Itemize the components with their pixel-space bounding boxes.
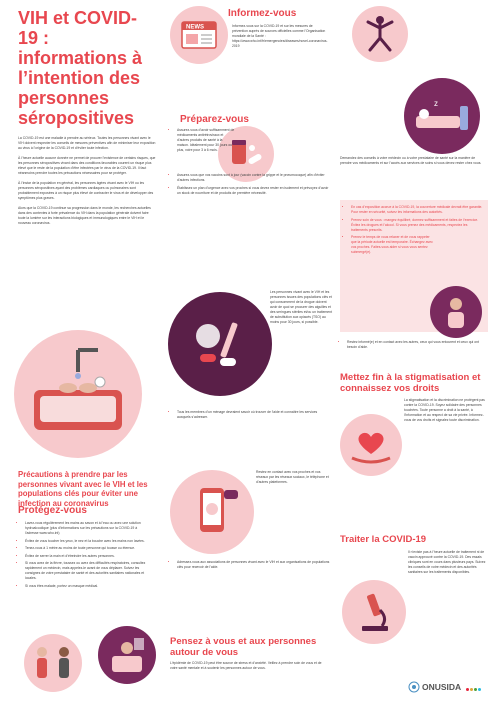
traiter-heading: Traiter la COVID-19 xyxy=(340,534,427,545)
microscope-icon xyxy=(342,580,406,644)
un-emblem-icon xyxy=(408,681,420,693)
handwashing-illustration xyxy=(14,330,142,458)
preparez-heading: Préparez-vous xyxy=(180,114,249,125)
list-item: • Tous les membres d’un ménage devraient savoir où trouver de l’aide et connaître les services auxquels s’adresser. xyxy=(177,410,330,420)
traiter-text: Il n’existe pas à l’heure actuelle de traitement ni de vaccin approuvé contre la COVID-19. Des essais cliniques sont en cours dans plusieurs pays. Suivez les conseils de votre médecin et des autorités sanitaires sur les traitements disponibles. xyxy=(408,550,486,574)
intro-paragraph: À l’heure actuelle aucune donnée ne permet de prouver l’existence de certains risques, que les personnes séropositives vivant dans des conditions favorables courent un risque plus élevé que le reste de la population d’être infectées par le virus de la COVID-19. Il faut néanmoins prendre toutes les précautions nécessaires pour se protéger. xyxy=(18,156,156,175)
preparez-item-text: Les personnes vivant avec le VIH et les personnes issues des populations clés et qui consomment de la drogue doivent avoir de quoi se procurer des aiguilles et des seringues stériles et/ou un traitement de substitution aux opiacés (TSO) au moins pour 30 jours, si possible. xyxy=(270,290,333,324)
stigma-block xyxy=(340,372,488,394)
list-item: • Tenez-vous à 1 mètre au moins de toute personne qui tousse ou éternue. xyxy=(25,546,150,551)
handwashing-icon xyxy=(14,330,142,458)
protegez-heading: Protégez-vous xyxy=(18,505,87,516)
preparez-list-lower-4 xyxy=(170,560,330,573)
stigma-heading: Mettez fin à la stigmatisation et connaissez vos droits xyxy=(340,372,481,394)
intro-paragraph: À l’instar de la population en général, les personnes âgées vivant avec le VIH ou les personnes séropositives ayant des problèmes cardiaques ou pulmonaires sont probablement exposées à un risque plus élevé de contracter le virus et de développer des symptômes plus graves. xyxy=(18,181,154,200)
chat-phone-icon xyxy=(170,470,254,554)
traiter-block xyxy=(340,534,488,545)
recommendations-list xyxy=(344,205,483,255)
list-item: • Si vous avez de la fièvre, toussez ou avez des difficultés respiratoires, consultez rapidement un médecin, mais appelez-le avant de vous déplacer. Suivez les consignes de votre prestataire de santé et des autorités sanitaires nationales et locales. xyxy=(25,561,150,581)
right-top-block xyxy=(340,156,486,166)
preparez-list-lower-3 xyxy=(256,470,332,485)
newspaper-icon xyxy=(170,6,228,64)
page-title: VIH et COVID-19 : informations à l’intention des personnes séropositives xyxy=(18,8,143,128)
preparez-list-lower xyxy=(270,290,332,325)
preparez-list xyxy=(170,128,330,196)
preparez-item-text: Restez en contact avec vos proches et vos réseaux par les réseaux sociaux, le téléphone et d’autres plateformes. xyxy=(256,470,329,484)
right-top-text: Demandez des conseils à votre médecin ou à votre prestataire de santé sur la manière de prendre vos médicaments et sur l’accès aux services de soins si vous devez rester chez vous. xyxy=(340,156,482,165)
heart-hands-illustration xyxy=(340,414,402,476)
sleep-illustration xyxy=(404,78,480,154)
svg-text:z: z xyxy=(434,99,438,108)
list-item: • Assurez-vous d’avoir suffisamment de médicaments antirétroviraux et d’autres produits de santé à la maison. Idéalement pour 30 jours ou plus, voire pour 3 à 6 mois. xyxy=(177,128,235,153)
phone-illustration xyxy=(170,470,254,554)
preparez-list-lower-2 xyxy=(170,410,330,423)
exercise-illustration xyxy=(352,6,408,62)
list-item: • Adressez-vous aux associations de personnes vivant avec le VIH et aux organisations de populations clés pour recevoir de l’aide. xyxy=(177,560,330,570)
list-item: • Restez informé(e) et en contact avec les autres, ceux qui vous entourent et ceux qui ont besoin d’aide. xyxy=(347,340,486,350)
informez-text: Informez-vous sur la COVID-19 et sur les mesures de prévention auprès de sources officielles comme l’Organisation mondiale de la Santé : https://www.who.int/fr/emergencies/diseases/novel-coronavirus-2019 xyxy=(232,24,328,48)
list-item: • En cas d’exposition accrue à la COVID-19, la couverture médicale devrait être garantie. Pour rester en sécurité, suivez les informations des autorités. xyxy=(351,205,483,215)
stigma-text-block xyxy=(404,398,488,423)
intro-paragraph: La COVID-19 est une maladie à prendre au sérieux. Toutes les personnes vivant avec le VIH doivent respecter les conseils de mesures préventives afin de minimiser leur exposition au virus à l’origine de la COVID-19 et d’éviter toute infection. xyxy=(18,136,156,150)
list-item: • Si vous êtes malade, portez un masque médical. xyxy=(25,584,150,589)
left-column xyxy=(18,0,156,231)
microscope-illustration xyxy=(342,580,406,644)
list-item: • Assurez-vous que vos vaccins sont à jour (vaccin contre la grippe et le pneumocoque) afin d’éviter d’autres infections. xyxy=(177,173,330,183)
svg-text:NEWS: NEWS xyxy=(186,24,204,31)
informez-block xyxy=(228,8,328,49)
pensez-heading: Pensez à vous et aux personnes autour de vous xyxy=(170,636,317,658)
medicine-syringe-icon xyxy=(168,292,272,396)
greeting-illustration xyxy=(24,634,82,692)
sleep-bed-icon xyxy=(404,78,480,154)
list-item: • Évitez de vous toucher les yeux, le nez et la bouche avec les mains non lavées. xyxy=(25,539,150,544)
news-illustration xyxy=(170,6,228,64)
logo-text: ONUSIDA xyxy=(422,682,462,692)
elbow-greeting-icon xyxy=(24,634,82,692)
list-item: • Évitez de serrer la main et d’étreindre les autres personnes. xyxy=(25,554,150,559)
right-bottom-item-block xyxy=(340,340,486,353)
sdg-color-dots xyxy=(465,678,481,696)
preparez-list-2 xyxy=(170,410,330,420)
pensez-block xyxy=(170,636,330,671)
list-item: • Établissez un plan d’urgence avec vos proches si vous devez rester en isolement et prévoyez d’avoir un stock de nourriture et de produits de première nécessité. xyxy=(177,186,330,196)
protegez-list xyxy=(18,521,150,589)
exercise-person-icon xyxy=(352,6,408,62)
stay-home-illustration xyxy=(98,626,156,684)
preparez-list-3 xyxy=(170,560,330,570)
list-item: • Prenez le temps de vous relaxer et de vous rappeler que la période actuelle est temporaire. Échangez avec vos proches. Faites-vous aider si vous vous sentez submergé(e). xyxy=(351,235,435,255)
phone-person-illustration xyxy=(430,286,482,338)
list-item: • Lavez-vous régulièrement les mains au savon et à l’eau ou avec une solution hydroalcoolique (plus d’informations sur les précautions sur la COVID-19 à l’adresse www.who.int) xyxy=(25,521,150,536)
informez-heading: Informez-vous xyxy=(228,8,297,19)
right-list xyxy=(340,340,486,350)
onusida-logo xyxy=(408,678,481,696)
intro-paragraph: Alors que la COVID-19 continue sa progression dans le monde, les recherches actuelles dans des contextes à forte prévalence du VIH dans la population générale doivent faire toute la lumière sur les interactions biologiques et immunologiques entre le VIH et le nouveau coronavirus. xyxy=(18,206,151,225)
protegez-block xyxy=(18,505,150,592)
intro-text xyxy=(18,136,156,226)
preparez-list-block xyxy=(170,128,330,198)
pensez-text: L’épidémie de COVID-19 peut être source de stress et d’anxiété. Veillez à prendre soin de vous et de votre santé mentale et à soutenir les personnes autour de vous. xyxy=(170,661,322,670)
preparez-block xyxy=(170,114,330,126)
stigma-text: La stigmatisation et la discrimination ne protègent pas contre la COVID-19. Soyez solidaire des personnes touchées. Toute personne a droit à la santé, à l’information et au respect de sa vie privée. Informez-vous de vos droits et signalez toute discrimination. xyxy=(404,398,485,422)
medicine-illustration xyxy=(168,292,272,396)
precautions-heading: Précautions à prendre par les personnes vivant avec le VIH et les populations clés pour éviter une infection au coronavirus xyxy=(18,470,148,508)
precautions-block xyxy=(18,470,156,508)
heart-hands-icon xyxy=(340,414,402,476)
list-item: • Prenez soin de vous : mangez équilibré, dormez suffisamment et faites de l’exercice. Évitez les drogues et l’alcool. Si vous prenez des médicaments, respectez les traitements prescrits. xyxy=(351,218,483,233)
traiter-text-block xyxy=(408,550,488,575)
chat-phone-icon xyxy=(430,286,482,338)
person-at-home-icon xyxy=(98,626,156,684)
